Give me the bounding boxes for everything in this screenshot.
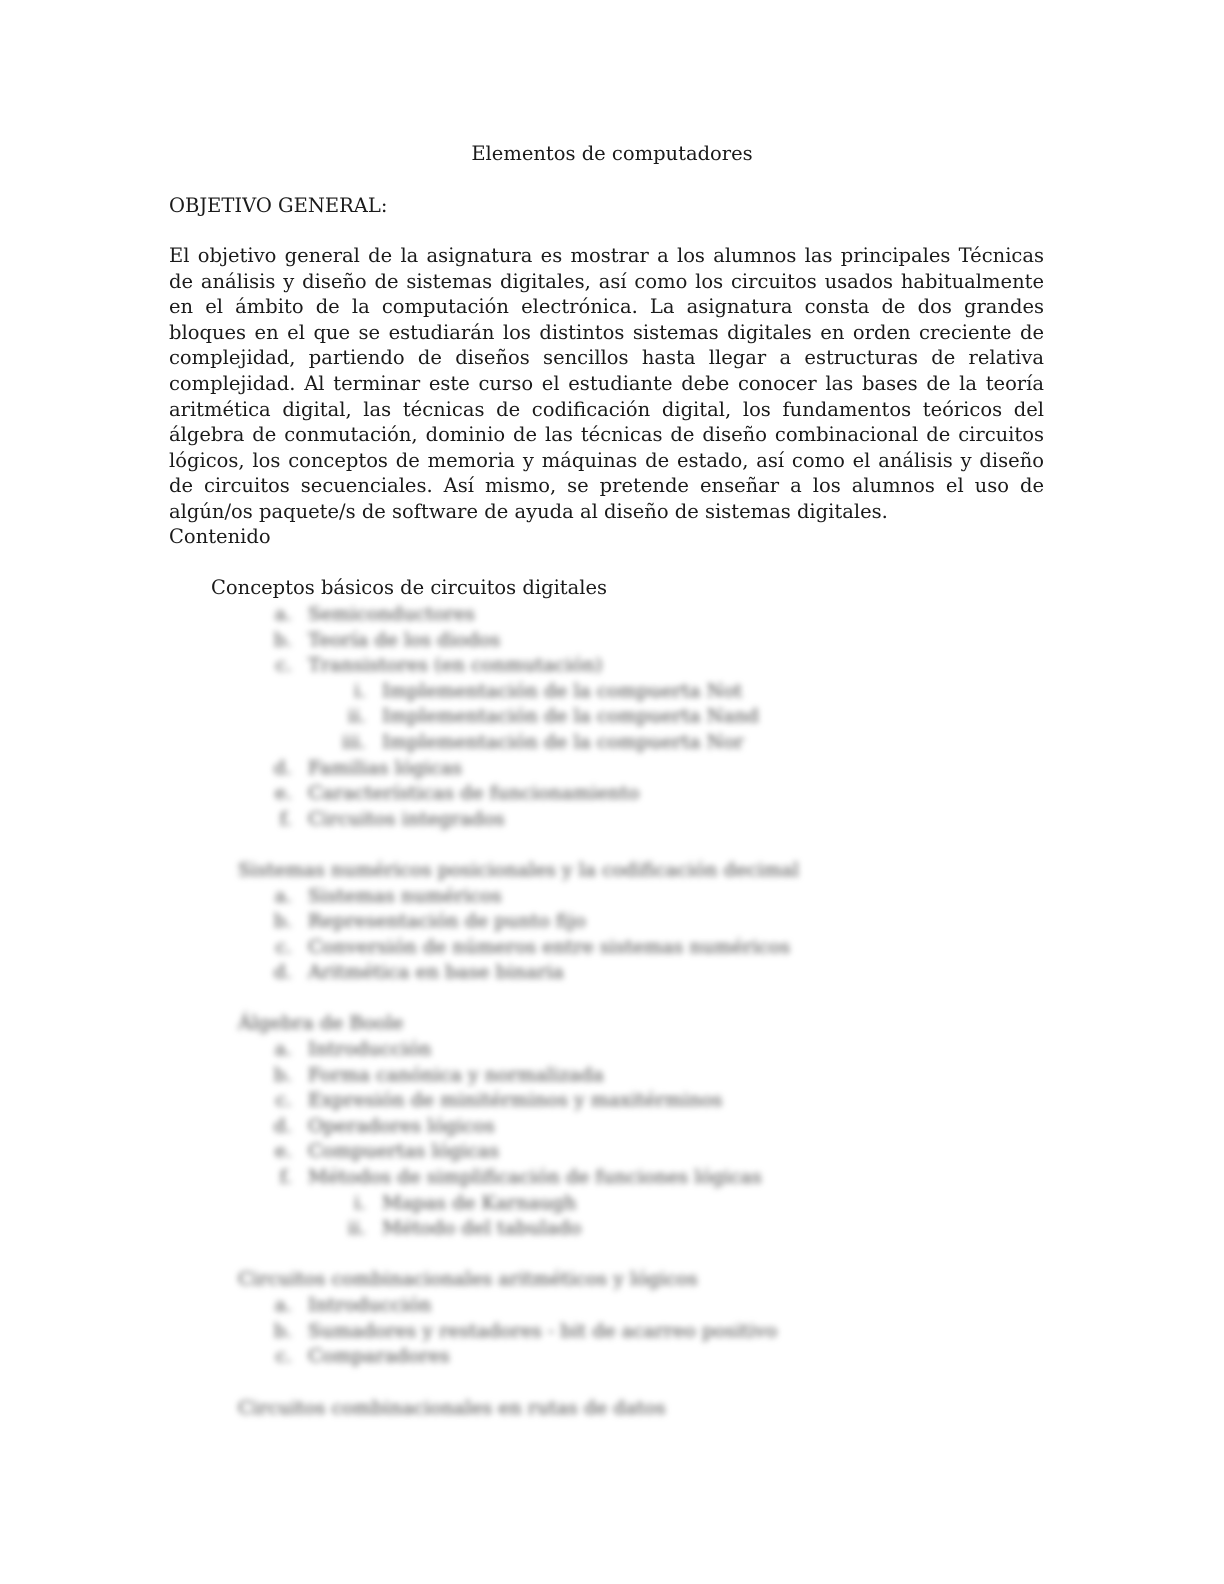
list-item: c. Conversión de números entre sistemas numéricos	[275, 936, 791, 958]
section-title-basic-concepts: Conceptos básicos de circuitos digitales	[211, 576, 608, 599]
list-item: ii. Método del tabulado	[347, 1217, 582, 1239]
section-title: Sistemas numéricos posicionales y la codificación decimal	[238, 859, 800, 881]
list-item: d. Operadores lógicos	[273, 1115, 495, 1137]
list-item: a. Sistemas numéricos	[274, 885, 502, 907]
objective-heading: OBJETIVO GENERAL:	[169, 194, 388, 217]
list-item: d. Aritmética en base binaria	[273, 961, 564, 983]
list-item: f. Circuitos integrados	[279, 808, 505, 830]
content-heading: Contenido	[169, 525, 271, 548]
list-item: i. Implementación de la compuerta Not	[353, 680, 743, 702]
list-item: a. Semiconductores	[274, 603, 475, 625]
list-item: b. Sumadores y restadores - bit de acarreo positivo	[273, 1320, 778, 1342]
list-item: b. Forma canónica y normalizada	[273, 1064, 604, 1086]
list-item: a. Introducción	[274, 1038, 432, 1060]
list-item: c. Expresión de minitérminos y maxitérminos	[275, 1089, 723, 1111]
list-item: f. Métodos de simplificación de funciones lógicas	[279, 1166, 762, 1188]
list-item: e. Características de funcionamiento	[274, 782, 640, 804]
section-title: Circuitos combinacionales aritméticos y lógicos	[238, 1268, 698, 1290]
list-item: c. Transistores (en conmutación)	[275, 654, 603, 676]
list-item: b. Teoría de los diodos	[273, 629, 501, 651]
objective-paragraph: El objetivo general de la asignatura es mostrar a los alumnos las principales Técnicas de análisis y diseño de sistemas digitales, así como los circuitos usados habitualmente en el ámbito de la computación electrónica. La asignatura consta de dos grandes bloques en el que se estudiarán los distintos sistemas digitales en orden creciente de complejidad, partiendo de diseños sencillos hasta llegar a estructuras de relativa complejidad. Al terminar este curso el estudiante debe conocer las bases de la teoría aritmética digital, las técnicas de codificación digital, los fundamentos teóricos del álgebra de conmutación, dominio de las técnicas de diseño combinacional de circuitos lógicos, los conceptos de memoria y máquinas de estado, así como el análisis y diseño de circuitos secuenciales. Así mismo, se pretende enseñar a los alumnos el uso de algún/os paquete/s de software de ayuda al diseño de sistemas digitales.	[169, 244, 1044, 523]
list-item: iii. Implementación de la compuerta Nor	[341, 731, 744, 753]
section-title: Circuitos combinacionales en rutas de datos	[238, 1397, 666, 1419]
list-item: b. Representación de punto fijo	[273, 910, 586, 932]
list-item: e. Compuertas lógicas	[274, 1140, 499, 1162]
list-item: ii. Implementación de la compuerta Nand	[347, 705, 759, 727]
list-item: i. Mapas de Karnaugh	[353, 1192, 577, 1214]
list-item: a. Introducción	[274, 1294, 432, 1316]
document-title: Elementos de computadores	[471, 142, 753, 165]
list-item: c. Comparadores	[275, 1345, 450, 1367]
section-title: Álgebra de Boole	[238, 1012, 404, 1034]
list-item: d. Familias lógicas	[273, 757, 463, 779]
